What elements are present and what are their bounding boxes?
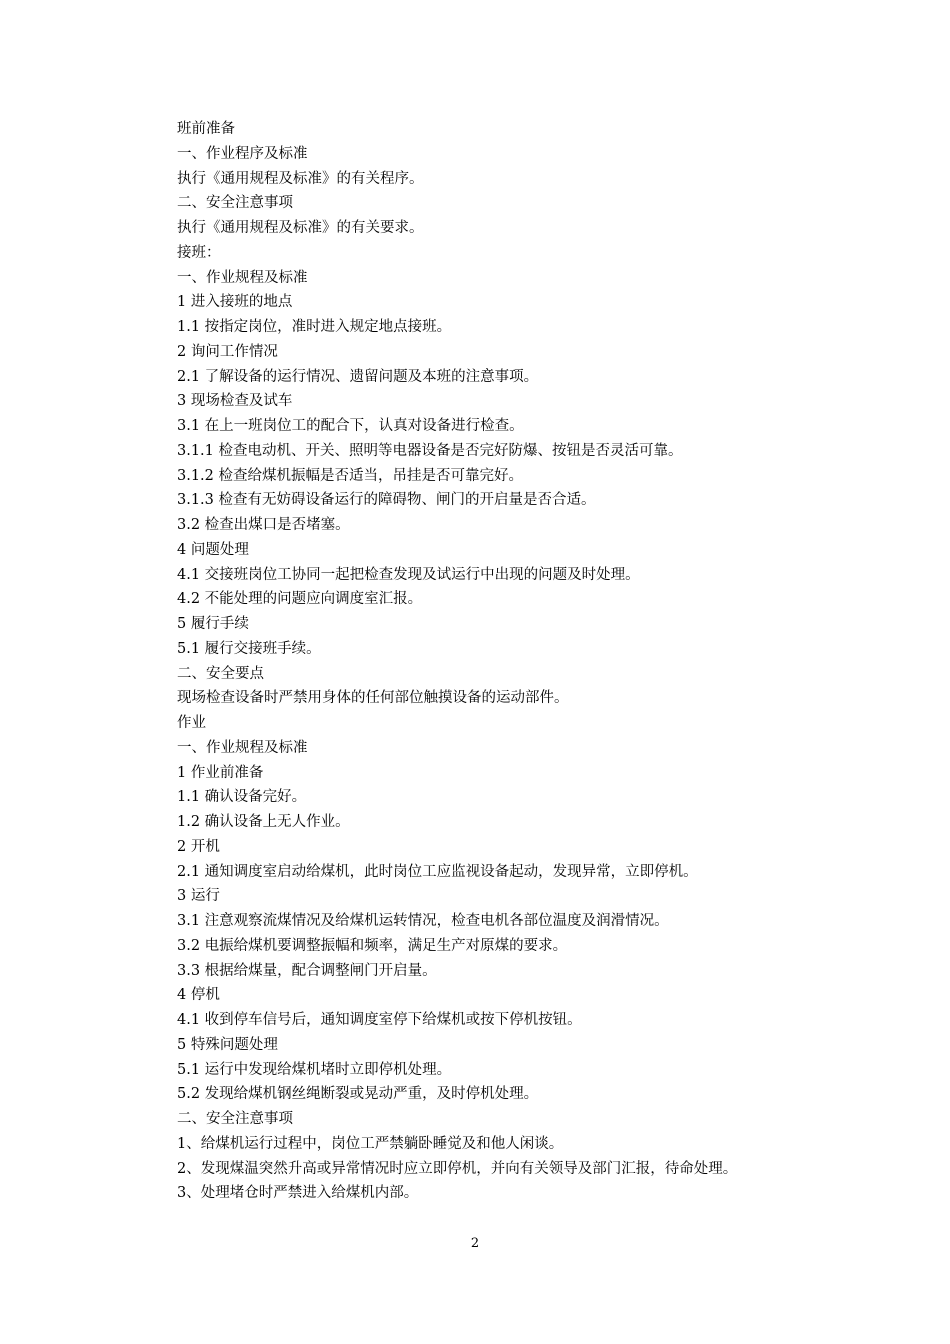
text-line: 2、发现煤温突然升高或异常情况时应立即停机，并向有关领导及部门汇报，待命处理。 (177, 1160, 738, 1177)
text-line: 3.2 检查出煤口是否堵塞。 (177, 517, 350, 533)
text-line: 3.1 注意观察流煤情况及给煤机运转情况，检查电机各部位温度及润滑情况。 (177, 913, 669, 929)
text-line: 3.2 电振给煤机要调整振幅和频率，满足生产对原煤的要求。 (177, 937, 568, 954)
text-line: 一、作业程序及标准 (177, 145, 308, 162)
text-line: 1.1 按指定岗位，准时进入规定地点接班。 (177, 319, 452, 335)
text-line: 3.1.3 检查有无妨碍设备运行的障碍物、闸门的开启量是否合适。 (177, 492, 596, 509)
text-line: 5.2 发现给煤机钢丝绳断裂或晃动严重，及时停机处理。 (177, 1086, 539, 1103)
text-line: 3.1 在上一班岗位工的配合下，认真对设备进行检查。 (177, 418, 524, 434)
text-line: 现场检查设备时严禁用身体的任何部位触摸设备的运动部件。 (177, 690, 569, 707)
text-line: 4 问题处理 (177, 541, 249, 558)
document-body (177, 117, 877, 1206)
text-line: 5 特殊问题处理 (177, 1036, 278, 1053)
text-line: 接班： (177, 244, 221, 261)
text-line: 1.1 确认设备完好。 (177, 789, 307, 806)
text-line: 3、处理堵仓时严禁进入给煤机内部。 (177, 1185, 419, 1202)
text-line: 二、安全注意事项 (177, 1111, 293, 1127)
text-line: 5 履行手续 (177, 616, 249, 632)
text-line: 4.1 收到停车信号后，通知调度室停下给煤机或按下停机按钮。 (177, 1012, 582, 1028)
text-line: 班前准备 (177, 121, 235, 137)
text-line: 1 作业前准备 (177, 764, 264, 781)
text-line: 二、安全要点 (177, 665, 264, 682)
text-line: 3.1.2 检查给煤机振幅是否适当，吊挂是否可靠完好。 (177, 467, 524, 484)
page-number: 2 (470, 1236, 480, 1251)
text-line: 3.1.1 检查电动机、开关、照明等电器设备是否完好防爆、按钮是否灵活可靠。 (177, 442, 683, 459)
text-line: 1 进入接班的地点 (177, 294, 293, 311)
text-line: 作业 (177, 715, 206, 731)
text-line: 3 运行 (177, 888, 220, 905)
text-line: 2 询问工作情况 (177, 343, 278, 360)
text-line: 5.1 履行交接班手续。 (177, 640, 321, 657)
text-line: 一、作业规程及标准 (177, 269, 308, 286)
text-line: 3 现场检查及试车 (177, 393, 293, 410)
text-line: 4 停机 (177, 987, 220, 1004)
text-line: 二、安全注意事项 (177, 195, 293, 212)
text-line: 执行《通用规程及标准》的有关要求。 (177, 220, 424, 236)
text-line: 2.1 了解设备的运行情况、遗留问题及本班的注意事项。 (177, 368, 539, 385)
text-line: 1.2 确认设备上无人作业。 (177, 814, 350, 830)
text-line: 执行《通用规程及标准》的有关程序。 (177, 170, 424, 187)
text-line: 3.3 根据给煤量，配合调整闸门开启量。 (177, 962, 437, 979)
text-line: 4.2 不能处理的问题应向调度室汇报。 (177, 591, 423, 608)
text-line: 2.1 通知调度室启动给煤机，此时岗位工应监视设备起动，发现异常，立即停机。 (177, 863, 698, 880)
text-line: 4.1 交接班岗位工协同一起把检查发现及试运行中出现的问题及时处理。 (177, 566, 640, 583)
text-line: 一、作业规程及标准 (177, 739, 308, 756)
text-line: 1、给煤机运行过程中，岗位工严禁躺卧睡觉及和他人闲谈。 (177, 1135, 564, 1152)
text-line: 5.1 运行中发现给煤机堵时立即停机处理。 (177, 1061, 452, 1078)
text-line: 2 开机 (177, 838, 220, 855)
